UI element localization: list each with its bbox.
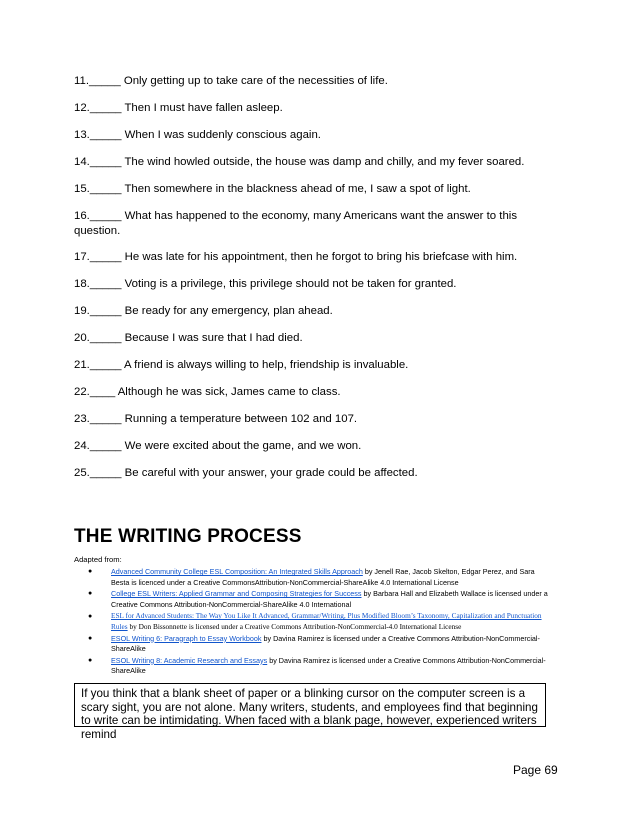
exercise-item-22: 22.____ Although he was sick, James came to class. xyxy=(74,386,341,398)
bullet-icon: ● xyxy=(88,590,93,598)
source-attribution: by Davina Ramirez is licensed under a Creative Commons Attribution-NonCommercial-ShareAlike xyxy=(111,633,540,654)
adapted-from-label: Adapted from: xyxy=(74,555,122,564)
intro-text-box: If you think that a blank sheet of paper or a blinking cursor on the computer screen is a scary sight, you are not alone. Many writers, students, and employees find that beginning to write can be intimidating. When faced with a blank page, however, experienced writers remind xyxy=(74,683,546,727)
exercise-item-13: 13._____ When I was suddenly conscious again. xyxy=(74,129,321,141)
source-link[interactable]: College ESL Writers: Applied Grammar and Composing Strategies for Success xyxy=(111,589,362,599)
source-item xyxy=(74,656,554,677)
exercise-item-24: 24._____ We were excited about the game, and we won. xyxy=(74,440,362,452)
source-link[interactable]: ESOL Writing 6: Paragraph to Essay Workbook xyxy=(111,633,262,643)
section-heading: THE WRITING PROCESS xyxy=(74,526,302,547)
exercise-item-25: 25._____ Be careful with your answer, your grade could be affected. xyxy=(74,467,418,479)
exercise-item-12: 12._____ Then I must have fallen asleep. xyxy=(74,102,283,114)
bullet-icon: ● xyxy=(88,612,93,621)
source-item xyxy=(74,589,554,610)
source-link[interactable]: ESOL Writing 8: Academic Research and Essays xyxy=(111,655,268,665)
exercise-item-21: 21._____ A friend is always willing to help, friendship is invaluable. xyxy=(74,359,409,371)
exercise-item-23: 23._____ Running a temperature between 102 and 107. xyxy=(74,413,358,425)
exercise-item-18: 18._____ Voting is a privilege, this privilege should not be taken for granted. xyxy=(74,278,457,290)
source-list xyxy=(74,567,554,678)
bullet-icon: ● xyxy=(88,568,93,575)
exercise-item-19: 19._____ Be ready for any emergency, plan ahead. xyxy=(74,305,333,317)
exercise-item-20: 20._____ Because I was sure that I had died. xyxy=(74,332,303,344)
source-attribution: by Don Bissonnette is licensed under a Creative Commons Attribution-NonCommercial-4.0 International License xyxy=(127,621,462,631)
source-item xyxy=(74,611,554,632)
source-item xyxy=(74,634,554,655)
source-item xyxy=(74,567,554,588)
exercise-item-17: 17._____ He was late for his appointment, then he forgot to bring his briefcase with him. xyxy=(74,251,518,263)
source-link[interactable]: ESL for Advanced Students: The Way You Like It Advanced, Grammar/Writing, Plus Modified Bloom’s Taxonomy, Capitalization and Punctuation Rules xyxy=(111,611,542,631)
source-link[interactable]: Advanced Community College ESL Composition: An Integrated Skills Approach xyxy=(111,567,363,576)
source-attribution: by Jenell Rae, Jacob Skelton, Edgar Perez, and Sara Besta is licenced under a Creative CommonsAttribution-NonCommercial-ShareAlike 4.0 International License xyxy=(111,567,535,587)
bullet-icon: ● xyxy=(88,634,93,642)
source-attribution: by Davina Ramirez is licensed under a Creative Commons Attribution-NonCommercial-ShareAlike xyxy=(111,655,546,676)
exercise-item-15: 15._____ Then somewhere in the blackness ahead of me, I saw a spot of light. xyxy=(74,183,471,195)
exercise-item-11: 11._____ Only getting up to take care of the necessities of life. xyxy=(74,75,388,87)
exercise-item-16: 16._____ What has happened to the economy, many Americans want the answer to this question. xyxy=(74,210,518,237)
exercise-item-14: 14._____ The wind howled outside, the house was damp and chilly, and my fever soared. xyxy=(74,156,525,168)
bullet-icon: ● xyxy=(88,656,93,664)
page-number: Page 69 xyxy=(513,763,558,777)
exercise-list xyxy=(74,74,534,493)
source-attribution: by Barbara Hall and Elizabeth Wallace is licensed under a Creative Commons Attribution-NonCommercial-ShareAlike 4.0 International xyxy=(111,589,548,609)
